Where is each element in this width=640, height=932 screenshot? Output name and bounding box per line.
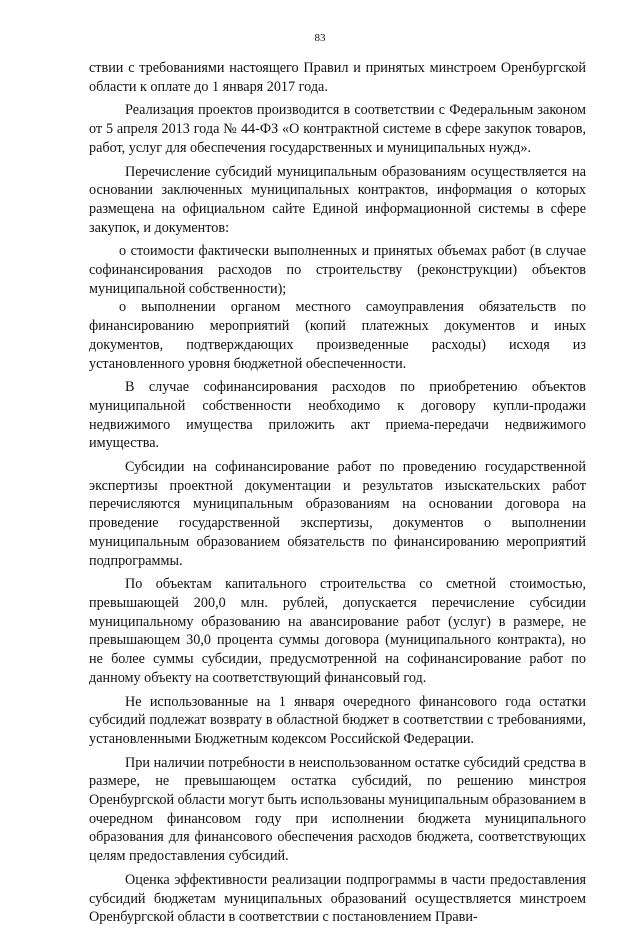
paragraph-advance-payment: По объектам капитального строительства со сметной стоимостью, превышающей 200,0 млн. рублей, допускается перечисление субсидии муниципальному образованию на авансирование работ (услуг) в размере, не превышающем 30,0 процента суммы договора (муниципального контракта), но не более суммы субсидии, предусмотренной на софинансирование работ по данному объекту на соответствующий финансовый год. bbox=[89, 576, 586, 686]
paragraph-subsidy-transfer: Перечисление субсидий муниципальным образованиям осуществляется на основании заключенных муниципальных контрактов, информация о которых размещена на официальном сайте Единой информационной системы в сфере закупок, и документов: bbox=[89, 163, 586, 236]
paragraph-unused-remainder: Не использованные на 1 января очередного финансового года остатки субсидий подлежат возврату в областной бюджет в соответствии с требованиями, установленными Бюджетным кодексом Российской Федерации. bbox=[89, 693, 586, 747]
paragraph-property-purchase: В случае софинансирования расходов по приобретению объектов муниципальной собственности необходимо к договору купли-продажи недвижимого имущества приложить акт приема-передачи недвижимого имущества. bbox=[89, 379, 586, 452]
list-item-obligations: о выполнении органом местного самоуправления обязательств по финансированию мероприятий (копий платежных документов и иных документов, подтверждающих произведенные расходы) исходя из установленного уровня бюджетной обеспеченности. bbox=[89, 299, 586, 372]
paragraph-law-reference: Реализация проектов производится в соответствии с Федеральным законом от 5 апреля 2013 года № 44-ФЗ «О контрактной системе в сфере закупок товаров, работ, услуг для обеспечения государственных и муниципальных нужд». bbox=[89, 102, 586, 156]
body-text bbox=[89, 59, 586, 932]
page-number: 83 bbox=[314, 32, 326, 44]
paragraph-remainder-use: При наличии потребности в неиспользованном остатке субсидий средства в размере, не превышающем остатка субсидий, по решению минстроя Оренбургской области могут быть использованы муниципальным образованием в очередном финансовом году при исполнении бюджета муниципального образования для финансового обеспечения расходов бюджета, соответствующих целям предоставления субсидий. bbox=[89, 754, 586, 865]
list-item-work-cost: о стоимости фактически выполненных и принятых объемах работ (в случае софинансирования расходов по строительству (реконструкции) объектов муниципальной собственности); bbox=[89, 243, 586, 297]
paragraph-efficiency: Оценка эффективности реализации подпрограммы в части предоставления субсидий бюджетам муниципальных образований осуществляется минстроем Оренбургской области в соответствии с постановлением Прави- bbox=[89, 871, 586, 926]
paragraph-continuation: ствии с требованиями настоящего Правил и принятых минстроем Оренбургской области к оплате до 1 января 2017 года. bbox=[89, 60, 586, 95]
paragraph-expertise: Субсидии на софинансирование работ по проведению государственной экспертизы проектной документации и результатов изыскательских работ перечисляются муниципальным образованиям на основании договора на проведение государственной экспертизы, документов о выполнении муниципальным образованием обязательств по финансированию мероприятий подпрограммы. bbox=[89, 459, 586, 569]
